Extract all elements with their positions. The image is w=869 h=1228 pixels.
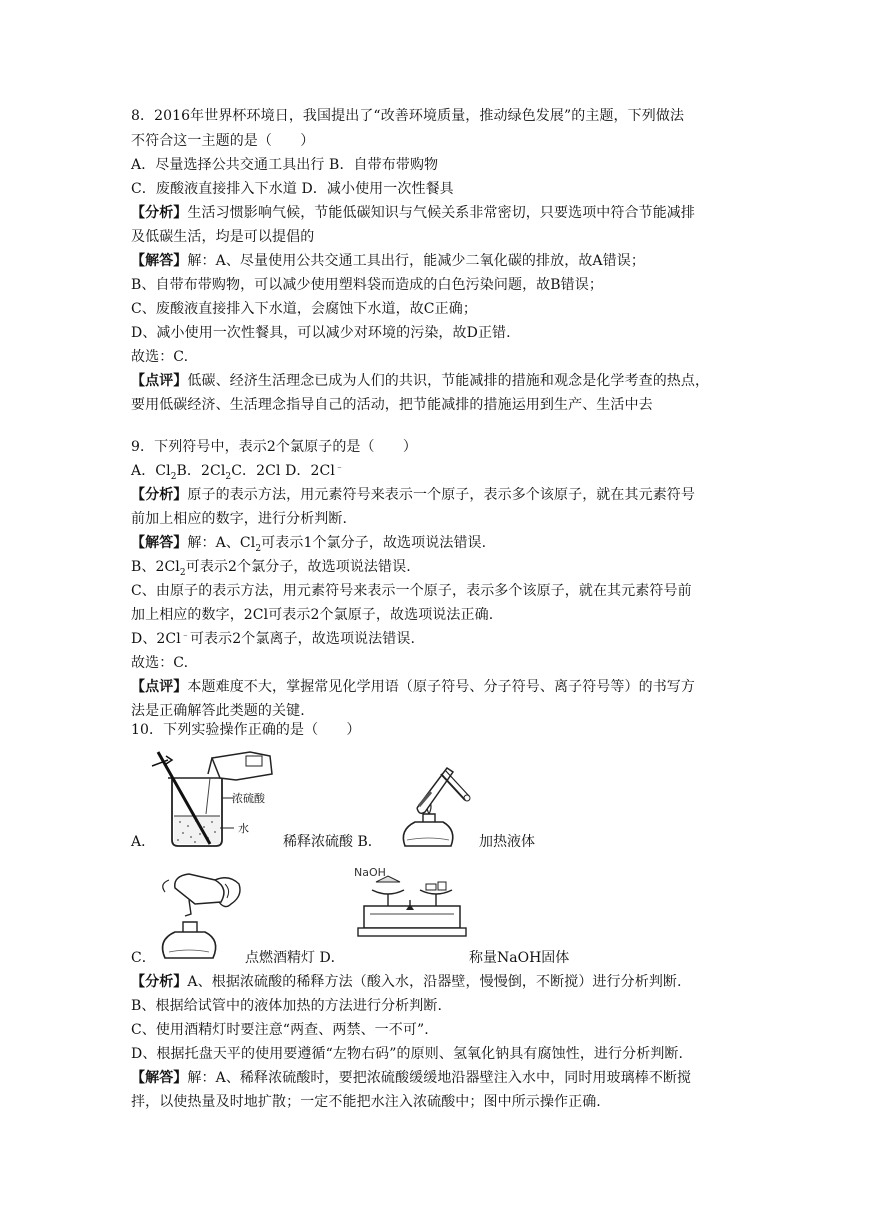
- caption-dilute-acid: 稀释浓硫酸: [283, 834, 353, 850]
- analysis-tag: 【分析】: [131, 974, 188, 990]
- q8-options-cd: C．废酸液直接排入下水道 D．减小使用一次性餐具: [131, 181, 454, 197]
- q9-option-cd: C．2Cl D．2Cl: [231, 463, 335, 479]
- answer-tag: 【解答】: [131, 535, 188, 551]
- q9-option-b: B．2Cl: [176, 463, 226, 479]
- label-water: 水: [238, 822, 249, 835]
- q8-answer-line3: C、废酸液直接排入下水道，会腐蚀下水道，故C正确；: [131, 301, 477, 317]
- q9-option-a: A．Cl: [131, 463, 171, 479]
- q9-options: [131, 462, 344, 480]
- q8-answer-text: 解：A、尽量使用公共交通工具出行，能减少二氧化碳的排放，故A错误；: [187, 253, 645, 269]
- q8-options-ab: A．尽量选择公共交通工具出行 B．自带布带购物: [131, 157, 439, 173]
- subscript: 2: [225, 471, 232, 482]
- q9-answer-a: 解：A、Cl: [187, 535, 256, 551]
- figure-dilute-acid: [150, 748, 275, 853]
- q9-answer-a-text: 可表示1个氯分子，故选项说法错误.: [261, 535, 487, 551]
- answer-tag: 【解答】: [131, 1070, 188, 1086]
- q10-analysis-line1: [131, 973, 682, 991]
- superscript: ﹣: [180, 630, 190, 641]
- q10-analysis-line3: C、使用酒精灯时要注意“两查、两禁、一不可”.: [131, 1022, 429, 1038]
- figure-heat-liquid: [395, 760, 475, 850]
- figure-weigh-naoh: [350, 864, 470, 942]
- superscript: ﹣: [334, 462, 345, 473]
- q9-comment-line2: 法是正确解答此类题的关键.: [131, 703, 305, 719]
- q10-answer-text: 解：A、稀释浓硫酸时，要把浓硫酸缓缓地沿器壁注入水中，同时用玻璃棒不断搅: [187, 1070, 692, 1086]
- answer-tag: 【解答】: [131, 253, 188, 269]
- q10-option-a-letter: A．: [131, 834, 156, 850]
- q10-answer-line2: 拌，以使热量及时地扩散；一定不能把水注入浓硫酸中；图中所示操作正确.: [131, 1094, 601, 1110]
- q10-option-d-caption: 称量NaOH固体: [469, 950, 570, 966]
- q8-comment-text: 低碳、经济生活理念已成为人们的共识，节能减排的措施和观念是化学考查的热点，: [187, 373, 710, 389]
- comment-tag: 【点评】: [131, 679, 188, 695]
- q10-stem: 10．下列实验操作正确的是（ ）: [131, 722, 361, 738]
- q8-stem-line1: 8．2016年世界杯环境日，我国提出了“改善环境质量，推动绿色发展”的主题，下列做法: [131, 108, 685, 124]
- q10-answer-line1: [131, 1069, 691, 1087]
- subscript: 2: [179, 567, 186, 578]
- q8-analysis-line2: 及低碳生活，均是可以提倡的: [131, 229, 315, 245]
- q8-answer-line2: B、自带布带购物，可以减少使用塑料袋而造成的白色污染问题，故B错误；: [131, 277, 603, 293]
- comment-tag: 【点评】: [131, 373, 188, 389]
- q8-answer-line4: D、减小使用一次性餐具，可以减少对环境的污染，故D正错.: [131, 325, 511, 341]
- q8-comment-line2: 要用低碳经济、生活理念指导自己的活动，把节能减排的措施运用到生产、生活中去: [131, 397, 653, 413]
- q9-answer-line2: [131, 558, 411, 576]
- caption-light-lamp: 点燃酒精灯: [245, 950, 315, 966]
- q9-stem: 9．下列符号中，表示2个氯原子的是（ ）: [131, 439, 417, 455]
- q9-answer-d-text: 可表示2个氯离子，故选项说法错误.: [189, 631, 415, 647]
- q8-analysis-text: 生活习惯影响气候，节能低碳知识与气候关系非常密切，只要选项中符合节能减排: [187, 205, 696, 221]
- q10-analysis-line2: B、根据给试管中的液体加热的方法进行分析判断.: [131, 998, 443, 1014]
- q9-comment-text: 本题难度不大，掌握常见化学用语（原子符号、分子符号、离子符号等）的书写方: [187, 679, 696, 695]
- label-conc-acid: 浓硫酸: [232, 792, 265, 805]
- q10-option-b-letter: B．: [357, 834, 382, 850]
- q9-comment-line1: [131, 678, 695, 696]
- q10-analysis-line4: D、根据托盘天平的使用要遵循“左物右码”的原则、氢氧化钠具有腐蚀性，进行分析判断.: [131, 1046, 684, 1062]
- q8-stem-line2: 不符合这一主题的是（ ）: [131, 133, 315, 149]
- analysis-tag: 【分析】: [131, 205, 188, 221]
- analysis-tag: 【分析】: [131, 487, 188, 503]
- q8-answer-line1: [131, 252, 645, 270]
- q9-answer-line3: C、由原子的表示方法，用元素符号来表示一个原子，表示多个该原子，就在其元素符号前: [131, 583, 692, 599]
- q9-answer-d: D、2Cl: [131, 631, 181, 647]
- q9-analysis-line2: 前加上相应的数字，进行分析判断.: [131, 511, 348, 527]
- q10-option-c-letter: C．: [131, 950, 156, 966]
- q9-answer-line4: 加上相应的数字，2Cl可表示2个氯原子，故选项说法正确.: [131, 607, 494, 623]
- q10-option-a-caption: [283, 833, 382, 851]
- q8-analysis-line1: [131, 204, 695, 222]
- figure-light-lamp: [155, 870, 245, 962]
- subscript: 2: [255, 543, 262, 554]
- q9-answer-b-text: 可表示2个氯分子，故选项说法错误.: [185, 559, 411, 575]
- label-naoh: NaOH: [354, 866, 386, 879]
- q9-answer-line1: [131, 534, 486, 552]
- q8-comment-line1: [131, 372, 709, 390]
- subscript: 2: [170, 471, 177, 482]
- q10-option-d-letter: D．: [319, 950, 345, 966]
- q10-option-c-caption: [245, 949, 345, 967]
- q8-choice: 故选：C.: [131, 349, 189, 365]
- q10-analysis-text: A、根据浓硫酸的稀释方法（酸入水，沿器壁，慢慢倒，不断搅）进行分析判断.: [187, 974, 682, 990]
- q9-analysis-line1: [131, 486, 695, 504]
- q9-analysis-text: 原子的表示方法，用元素符号来表示一个原子，表示多个该原子，就在其元素符号: [187, 487, 696, 503]
- q9-answer-line5: [131, 630, 415, 648]
- q9-answer-b: B、2Cl: [131, 559, 180, 575]
- q10-option-b-caption: 加热液体: [479, 834, 535, 850]
- q9-choice: 故选：C.: [131, 655, 189, 671]
